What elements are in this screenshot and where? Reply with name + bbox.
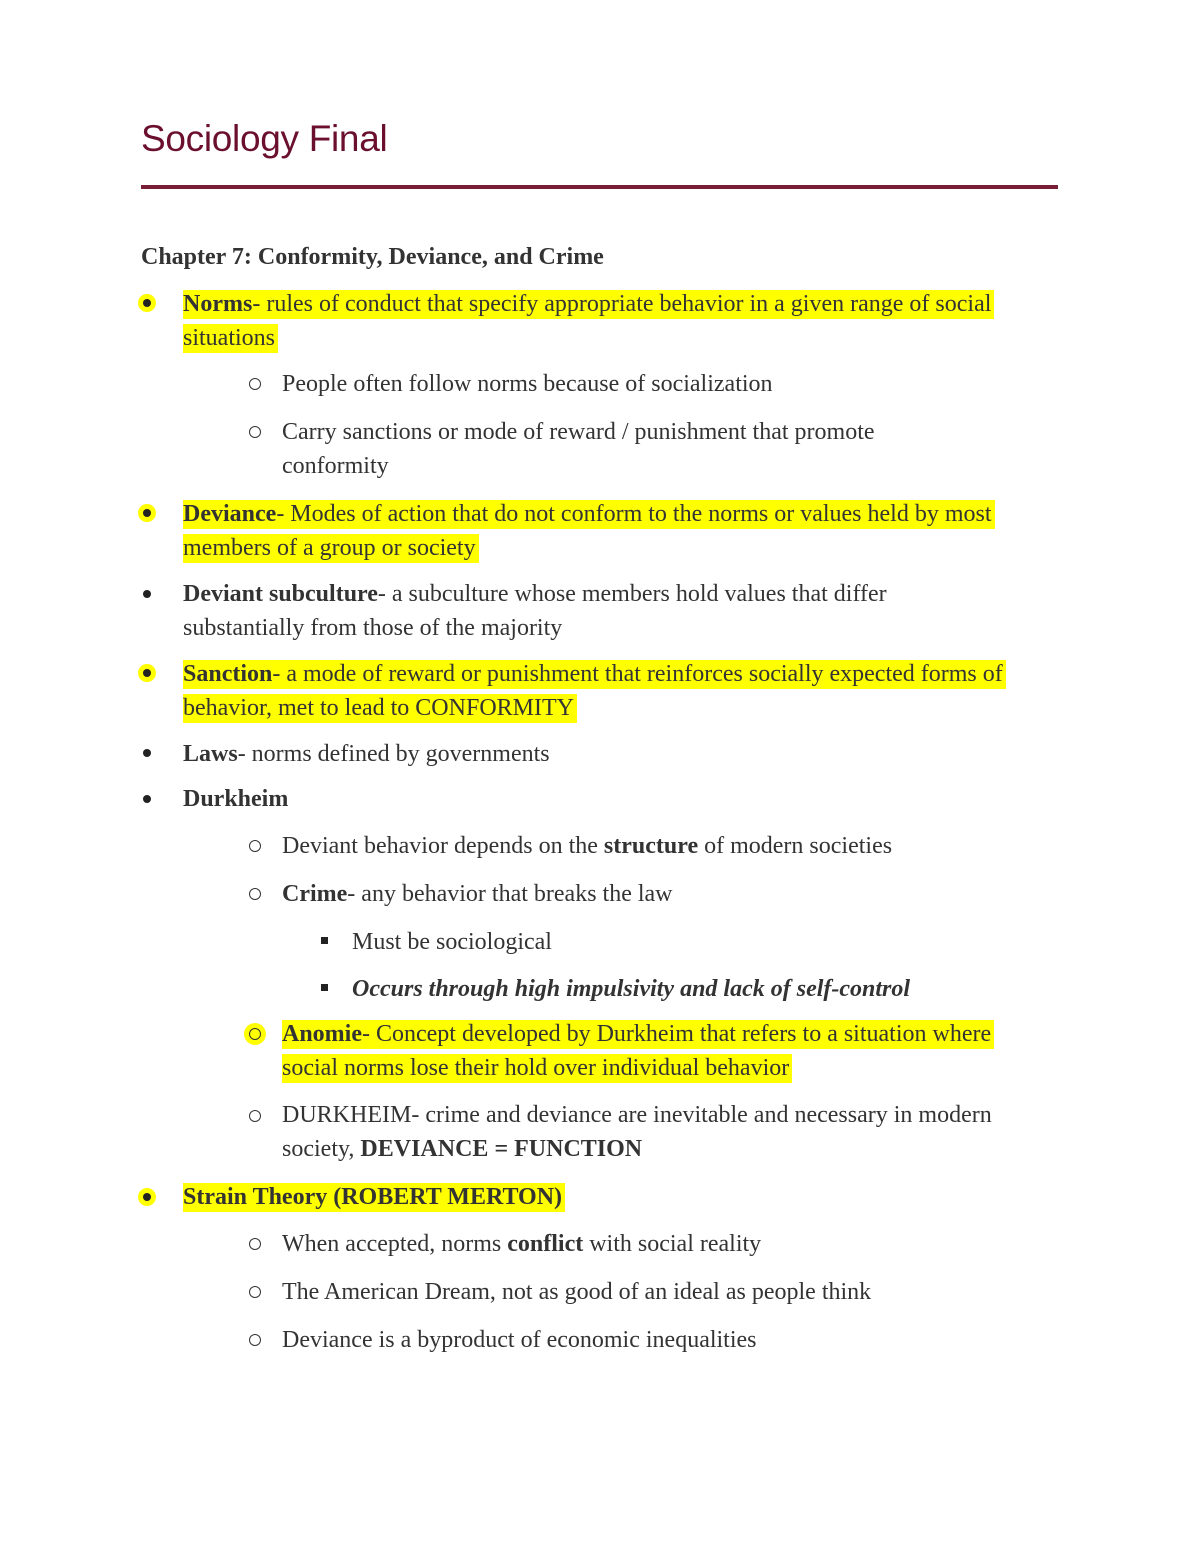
term-deviant-subculture: Deviant subculture — [183, 581, 378, 607]
circle-bullet-icon — [249, 1028, 261, 1040]
sub-item-durkheim-function — [282, 1098, 1022, 1166]
emphasis-deviance-function: DEVIANCE = FUNCTION — [360, 1136, 643, 1162]
emphasis-structure: structure — [603, 833, 699, 859]
text-part: of modern societies — [698, 833, 893, 859]
circle-bullet-icon — [249, 1238, 261, 1250]
circle-bullet-icon — [249, 1110, 261, 1122]
circle-bullet-icon — [249, 840, 261, 852]
list-item-strain-theory — [183, 1180, 1063, 1214]
sub-item-norms-socialization: People often follow norms because of socialization — [282, 371, 773, 397]
term-laws: Laws — [183, 741, 238, 767]
sub-item-anomie — [282, 1017, 1042, 1085]
term-deviance: Deviance — [183, 501, 277, 527]
sub-item-american-dream: The American Dream, not as good of an ideal as people think — [282, 1279, 872, 1305]
circle-bullet-icon — [249, 426, 261, 438]
sub-item-durkheim-structure — [282, 829, 1042, 863]
sub-sub-item-sociological: Must be sociological — [352, 929, 552, 955]
text-part: DURKHEIM- crime and deviance are inevitable and necessary in modern society, — [282, 1102, 992, 1162]
circle-bullet-icon — [249, 1286, 261, 1298]
bullet-icon — [143, 299, 151, 307]
list-item-durkheim — [183, 782, 1063, 816]
bullet-icon — [143, 749, 151, 757]
bullet-icon — [143, 795, 151, 803]
circle-bullet-icon — [249, 1334, 261, 1346]
definition-anomie: - Concept developed by Durkheim that refers to a situation where social norms lose their hold over individual behavior — [282, 1021, 992, 1081]
list-item-sanction — [183, 657, 1043, 725]
term-anomie: Anomie — [282, 1021, 362, 1047]
text-part: Deviant behavior depends on the — [282, 833, 604, 859]
list-item-norms — [183, 287, 1063, 355]
bullet-icon — [143, 590, 151, 598]
square-bullet-icon — [321, 984, 328, 991]
list-item-deviance — [183, 497, 1063, 565]
emphasis-conflict: conflict — [507, 1231, 584, 1257]
bullet-icon — [143, 1193, 151, 1201]
text-part: with social reality — [583, 1231, 762, 1257]
sub-item-norms-sanctions: Carry sanctions or mode of reward / punishment that promote conformity — [282, 419, 875, 479]
text-part: When accepted, norms — [282, 1231, 508, 1257]
sub-sub-item-impulsivity: Occurs through high impulsivity and lack of self-control — [352, 976, 911, 1002]
chapter-heading: Chapter 7: Conformity, Deviance, and Crime — [141, 244, 604, 270]
bullet-icon — [143, 669, 151, 677]
document-title: Sociology Final — [141, 118, 388, 159]
definition-sanction: - a mode of reward or punishment that reinforces socially expected forms of behavior, met to lead to CONFORMITY — [183, 661, 1003, 721]
sub-item-strain-conflict — [282, 1227, 1042, 1261]
term-durkheim: Durkheim — [183, 786, 289, 812]
term-strain-theory: Strain Theory (ROBERT MERTON) — [183, 1184, 563, 1210]
circle-bullet-icon — [249, 888, 261, 900]
sub-item-crime — [282, 877, 1042, 911]
sub-item-economic-inequalities: Deviance is a byproduct of economic inequalities — [282, 1327, 757, 1353]
term-crime: Crime — [282, 881, 348, 907]
bullet-icon — [143, 509, 151, 517]
definition-crime: - any behavior that breaks the law — [347, 881, 673, 907]
title-divider — [141, 185, 1058, 189]
list-item-laws — [183, 737, 1063, 771]
term-sanction: Sanction — [183, 661, 273, 687]
definition-deviant-subculture: - a subculture whose members hold values that differ substantially from those of the majority — [183, 581, 887, 641]
definition-deviance: - Modes of action that do not conform to the norms or values held by most members of a group or society — [183, 501, 992, 561]
list-item-deviant-subculture — [183, 577, 1013, 645]
square-bullet-icon — [321, 937, 328, 944]
definition-norms: - rules of conduct that specify appropriate behavior in a given range of social situations — [183, 291, 992, 351]
definition-laws: - norms defined by governments — [237, 741, 550, 767]
term-norms: Norms — [183, 291, 253, 317]
circle-bullet-icon — [249, 378, 261, 390]
